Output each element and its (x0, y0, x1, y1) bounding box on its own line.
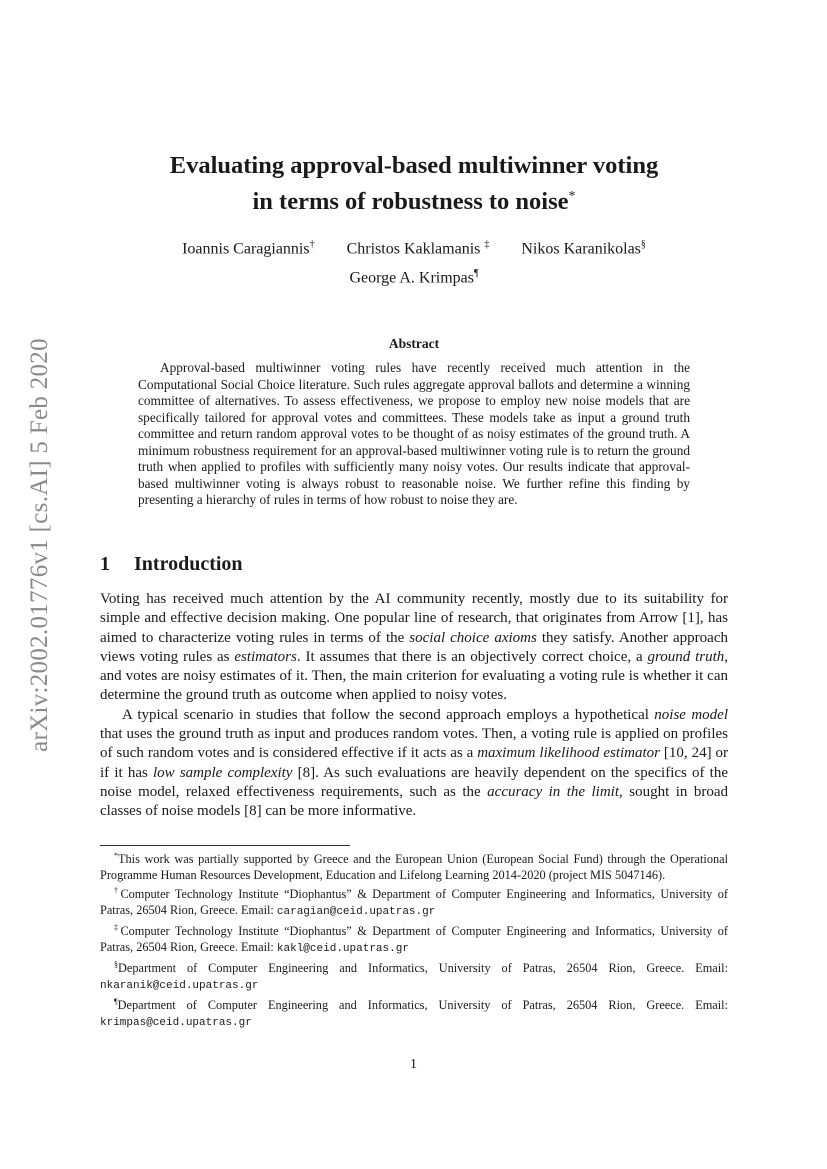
author-row-2 (100, 261, 728, 290)
author-row-1 (100, 232, 728, 261)
title-footnote-mark: * (568, 189, 576, 204)
email-link[interactable]: caragian@ceid.upatras.gr (276, 905, 436, 918)
paragraph: A typical scenario in studies that follow the second approach employs a hypothetical noise model that uses the ground truth as input and produces random votes. Then, a voting rule is applied on profiles of such random votes and is considered effective if it acts as a maximum likelihood estimator [10, 24] or if it has low sample complexity [8]. As such evaluations are heavily dependent on the specifics of the noise model, relaxed effectiveness requirements, such as the accuracy in the limit, sought in broad classes of noise models [8] can be more informative. (100, 706, 729, 820)
abstract-heading: Abstract (388, 336, 440, 351)
footnote-affiliation: ¶Department of Computer Engineering and Informatics, University of Patras, 26504 Rion, Greece. Email: krimpas@ceid.upatras.gr (100, 997, 728, 1029)
footnote-rule (100, 845, 350, 846)
footnote-affiliation: †Computer Technology Institute “Diophantus” & Department of Computer Engineering and Informatics, University of Patras, 26504 Rion, Greece. Email: caragian@ceid.upatras.gr (100, 886, 728, 918)
email-link[interactable]: kakl@ceid.upatras.gr (276, 942, 409, 955)
section-heading (100, 553, 243, 576)
email-link[interactable]: nkaranik@ceid.upatras.gr (100, 979, 259, 992)
introduction-body (100, 590, 728, 822)
arxiv-stamp-text: arXiv:2002.01776v1 [cs.AI] 5 Feb 2020 (26, 338, 54, 752)
paper-title (100, 150, 728, 217)
footnotes (100, 848, 728, 1031)
paragraph: Voting has received much attention by the AI community recently, mostly due to its suitability for simple and effective decision making. One popular line of research, that originates from Arrow [1], has aimed to characterize voting rules in terms of the social choice axioms they satisfy. Another approach views voting rules as estimators. It assumes that there is an objectively correct choice, a ground truth, and votes are noisy estimates of it. Then, the main criterion for evaluating a voting rule is whether it can determine the ground truth as outcome when applied to noisy votes. (100, 591, 728, 704)
footnote-affiliation: §Department of Computer Engineering and Informatics, University of Patras, 26504 Rion, Greece. Email: nkaranik@ceid.upatras.gr (100, 960, 728, 992)
author: Nikos Karanikolas§ (521, 239, 646, 258)
footnote-affiliation: ‡Computer Technology Institute “Diophantus” & Department of Computer Engineering and Informatics, University of Patras, 26504 Rion, Greece. Email: kakl@ceid.upatras.gr (100, 923, 728, 955)
title-line-1: Evaluating approval-based multiwinner voting (169, 152, 659, 179)
page-number: 1 (410, 1057, 417, 1072)
abstract-text: Approval-based multiwinner voting rules have recently received much attention in the Computational Social Choice literature. Such rules aggregate approval ballots and determine a winning committee of alternatives. To assess effectiveness, we propose to employ new noise models that are specifically tailored for approval votes and committees. These models take as input a ground truth committee and return random approval votes to be thought of as noisy estimates of the ground truth. A minimum robustness requirement for an approval-based multiwinner voting rule is to return the ground truth when applied to profiles with sufficiently many noisy votes. Our results indicate that approval-based multiwinner voting is always robust to reasonable noise. We further refine this finding by presenting a hierarchy of rules in terms of how robust to noise they are. (138, 360, 690, 507)
title-line-2: in terms of robustness to noise* (252, 188, 576, 216)
arxiv-stamp (20, 338, 60, 752)
section-title: Introduction (134, 553, 243, 575)
author: George A. Krimpas¶ (349, 268, 479, 287)
email-link[interactable]: krimpas@ceid.upatras.gr (100, 1016, 252, 1029)
author-list (100, 232, 728, 291)
footnote-funding: *This work was partially supported by Greece and the European Union (European Social Fund) through the Operational Programme Human Resources Development, Education and Lifelong Learning 2014-2020 (project MIS 5047146). (100, 851, 728, 882)
section-number: 1 (100, 553, 110, 575)
author: Christos Kaklamanis ‡ (346, 239, 490, 258)
author: Ioannis Caragiannis† (182, 239, 315, 258)
